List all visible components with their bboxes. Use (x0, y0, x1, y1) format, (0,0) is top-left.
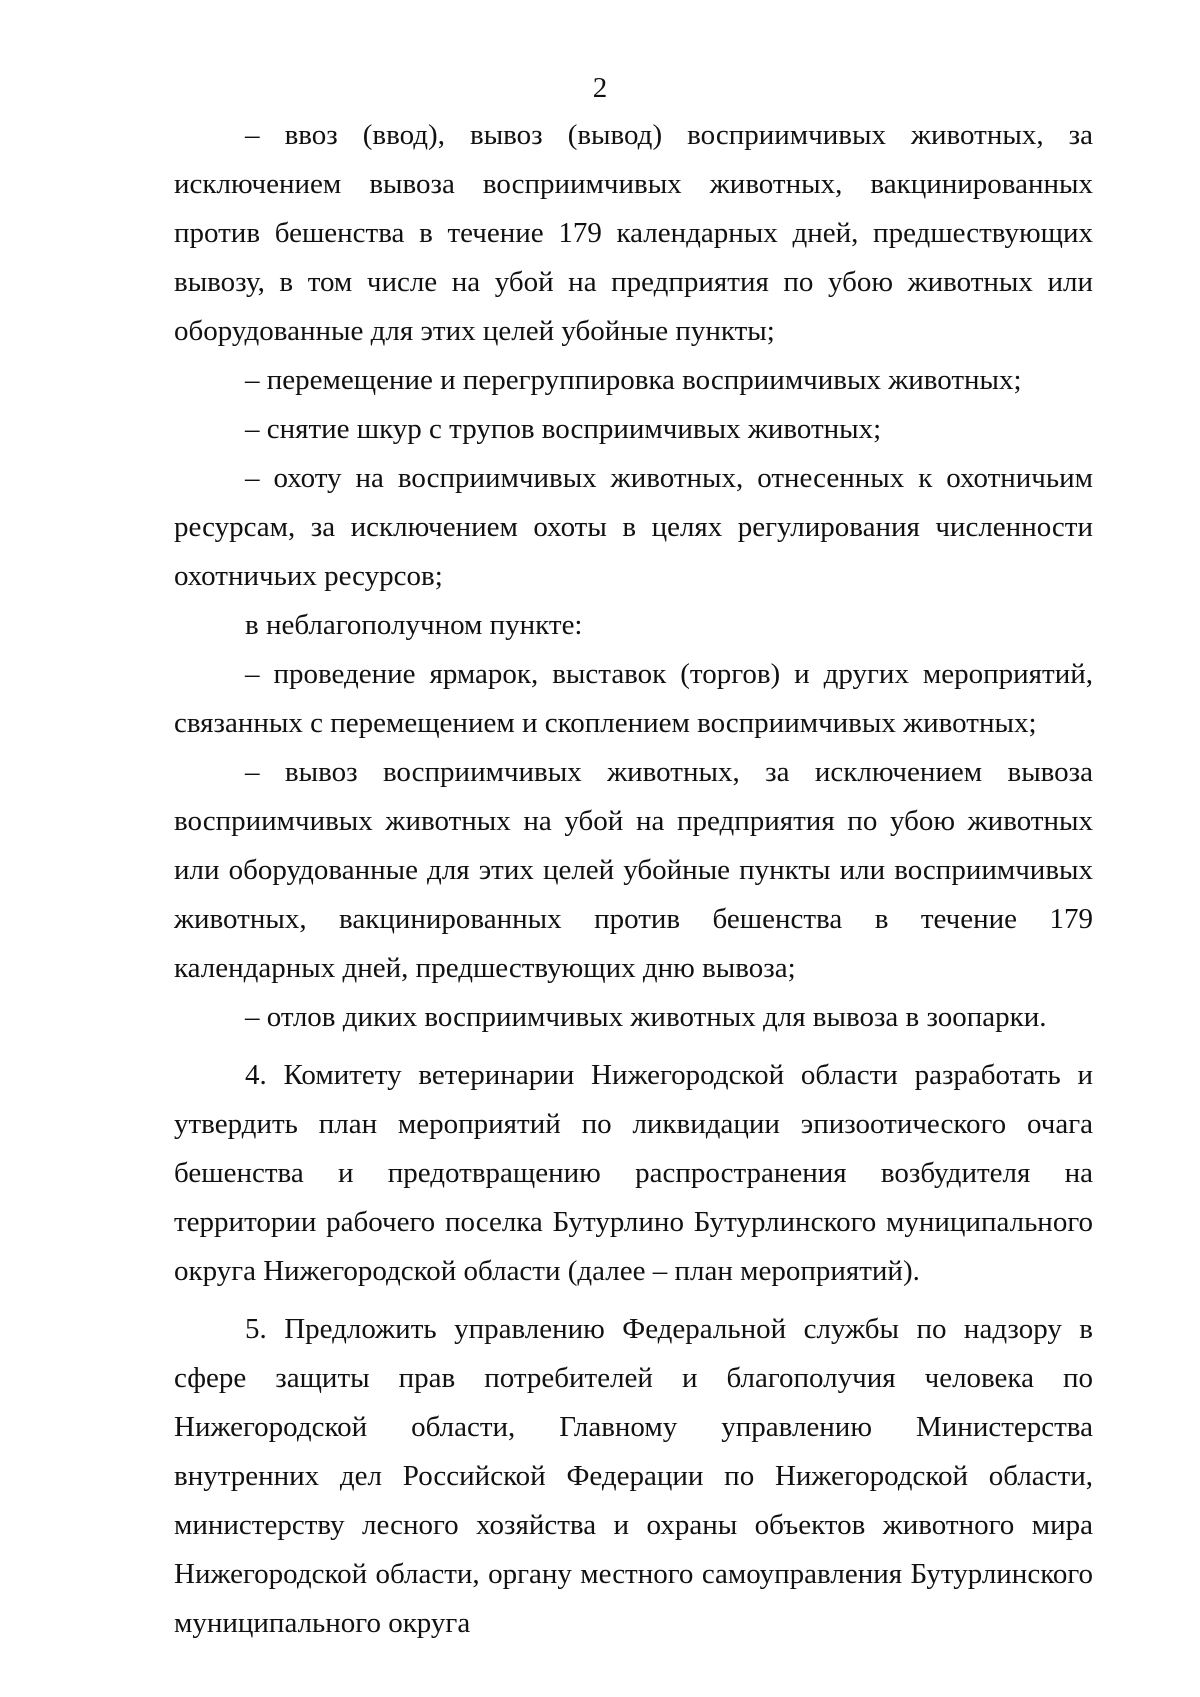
paragraph-ban-hunting: – охоту на восприимчивых животных, отнесенных к охотничьим ресурсам, за исключением охоты в целях регулирования численности охотничьих ресурсов; (174, 462, 1093, 592)
document-body (174, 111, 1093, 1648)
page-number: 2 (592, 72, 608, 104)
paragraph-item-4: 4. Комитету ветеринарии Нижегородской области разработать и утвердить план мероприятий по ликвидации эпизоотического очага бешенства и предотвращению распространения возбудителя на территории рабочего поселка Бутурлино Бутурлинского муниципального округа Нижегородской области (далее – план мероприятий). (174, 1059, 1093, 1287)
paragraph-ban-capture: – отлов диких восприимчивых животных для вывоза в зоопарки. (245, 1001, 1047, 1033)
paragraph-ban-export: – вывоз восприимчивых животных, за исключением вывоза восприимчивых животных на убой на предприятия по убою животных или оборудованные для этих целей убойные пункты или восприимчивых животных, вакцинированных против бешенства в течение 179 календарных дней, предшествующих дню вывоза; (174, 756, 1093, 984)
paragraph-ban-import-export: – ввоз (ввод), вывоз (вывод) восприимчивых животных, за исключением вывоза восприимчивых животных, вакцинированных против бешенства в течение 179 календарных дней, предшествующих вывозу, в том числе на убой на предприятия по убою животных или оборудованные для этих целей убойные пункты; (174, 119, 1093, 347)
paragraph-item-5: 5. Предложить управлению Федеральной службы по надзору в сфере защиты прав потребителей и благополучия человека по Нижегородской области, Главному управлению Министерства внутренних дел Российской Федерации по Нижегородской области, министерству лесного хозяйства и охраны объектов животного мира Нижегородской области, органу местного самоуправления Бутурлинского муниципального округа (174, 1313, 1093, 1639)
paragraph-ban-skinning: – снятие шкур с трупов восприимчивых животных; (245, 413, 882, 445)
paragraph-ban-movement: – перемещение и перегруппировка восприимчивых животных; (245, 364, 1022, 396)
paragraph-outbreak-point-heading: в неблагополучном пункте: (245, 609, 583, 641)
paragraph-ban-fairs: – проведение ярмарок, выставок (торгов) и других мероприятий, связанных с перемещением и скоплением восприимчивых животных; (174, 658, 1093, 739)
